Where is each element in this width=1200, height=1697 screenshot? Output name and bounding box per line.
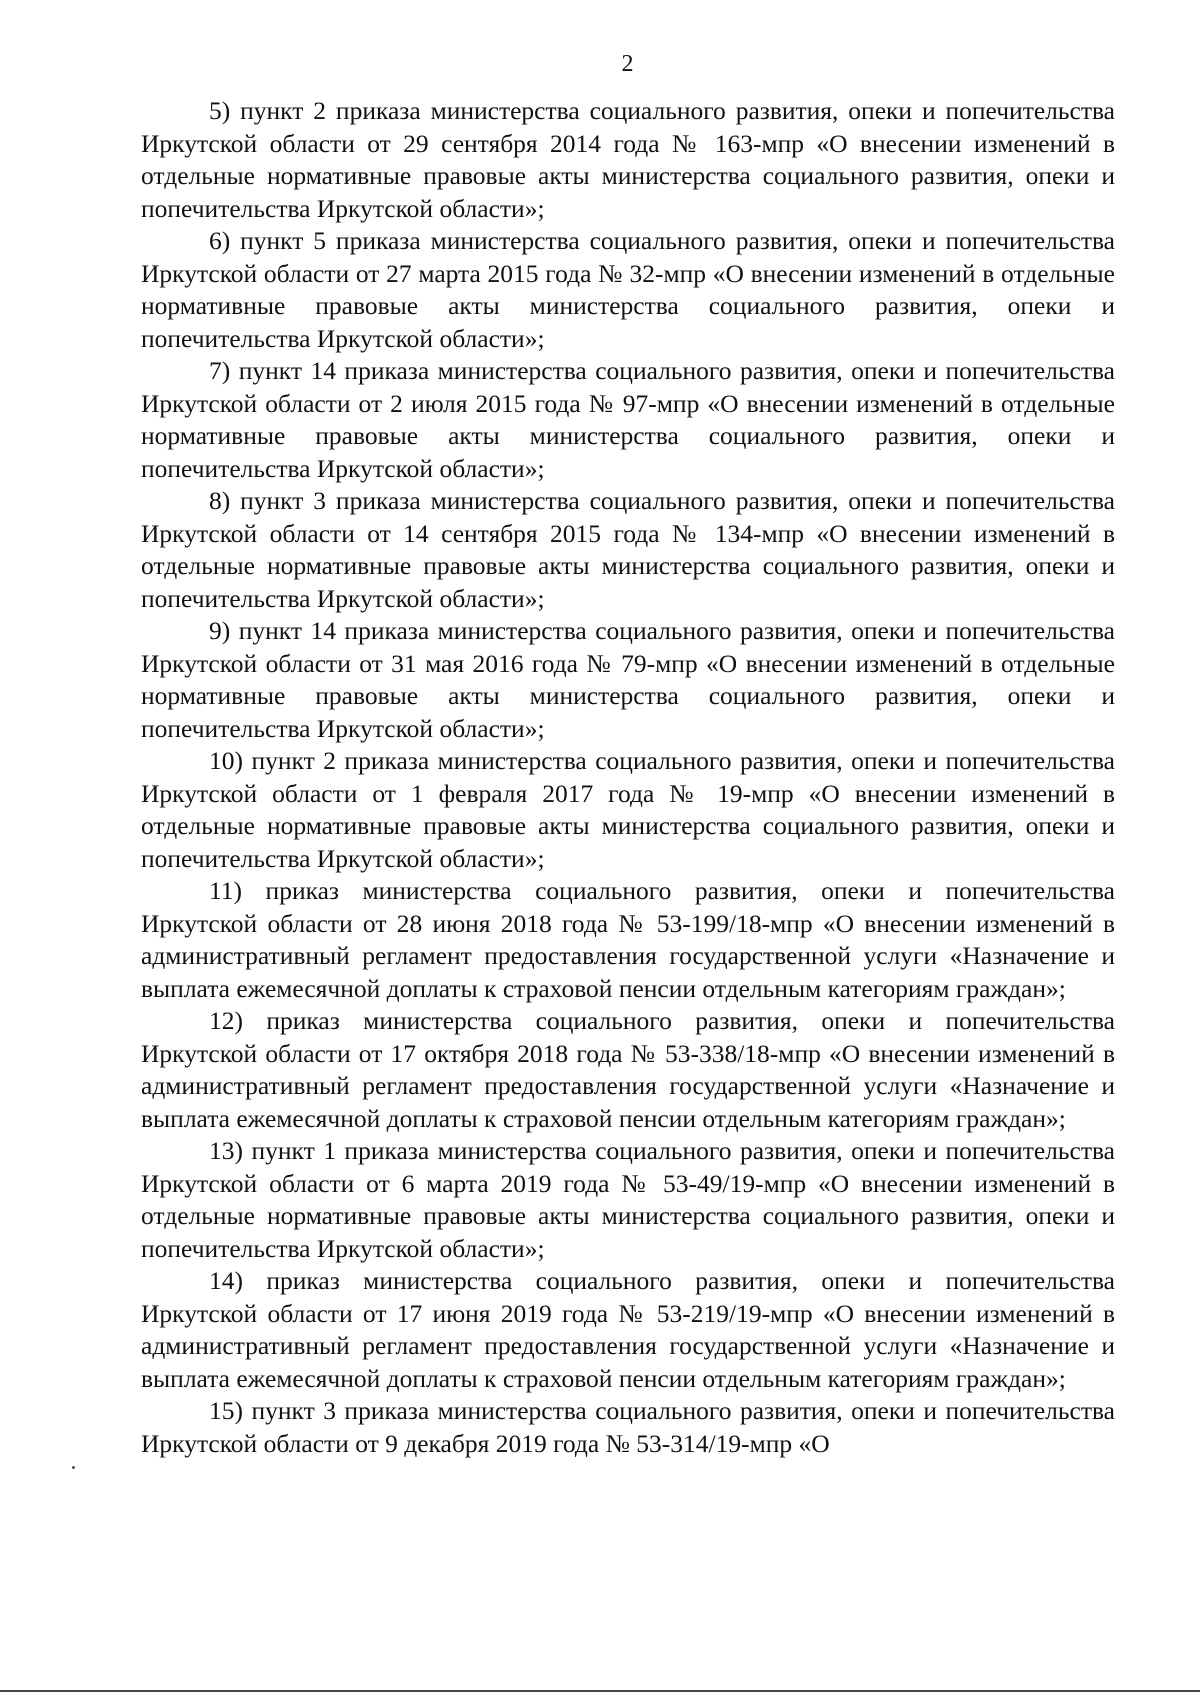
list-item-9: 9) пункт 14 приказа министерства социального развития, опеки и попечительства Иркутской области от 31 мая 2016 года № 79-мпр «О внесении изменений в отдельные нормативные правовые акты министерства социального развития, опеки и попечительства Иркутской области»; xyxy=(141,616,1115,743)
list-item-5: 5) пункт 2 приказа министерства социального развития, опеки и попечительства Иркутской области от 29 сентября 2014 года № 163-мпр «О внесении изменений в отдельные нормативные правовые акты министерства социального развития, опеки и попечительства Иркутской области»; xyxy=(141,96,1115,223)
list-item-8: 8) пункт 3 приказа министерства социального развития, опеки и попечительства Иркутской области от 14 сентября 2015 года № 134-мпр «О внесении изменений в отдельные нормативные правовые акты министерства социального развития, опеки и попечительства Иркутской области»; xyxy=(141,486,1115,613)
list-item-6: 6) пункт 5 приказа министерства социального развития, опеки и попечительства Иркутской области от 27 марта 2015 года № 32-мпр «О внесении изменений в отдельные нормативные правовые акты министерства социального развития, опеки и попечительства Иркутской области»; xyxy=(141,226,1115,353)
scan-edge-line xyxy=(0,1690,1200,1692)
list-item-11: 11) приказ министерства социального развития, опеки и попечительства Иркутской области от 28 июня 2018 года № 53-199/18-мпр «О внесении изменений в административный регламент предоставления государственной услуги «Назначение и выплата ежемесячной доплаты к страховой пенсии отдельным категориям граждан»; xyxy=(141,876,1115,1003)
list-item-7: 7) пункт 14 приказа министерства социального развития, опеки и попечительства Иркутской области от 2 июля 2015 года № 97-мпр «О внесении изменений в отдельные нормативные правовые акты министерства социального развития, опеки и попечительства Иркутской области»; xyxy=(141,356,1115,483)
document-body xyxy=(141,95,1115,1460)
list-item-12: 12) приказ министерства социального развития, опеки и попечительства Иркутской области от 17 октября 2018 года № 53-338/18-мпр «О внесении изменений в административный регламент предоставления государственной услуги «Назначение и выплата ежемесячной доплаты к страховой пенсии отдельным категориям граждан»; xyxy=(141,1006,1115,1133)
list-item-15: 15) пункт 3 приказа министерства социального развития, опеки и попечительства Иркутской области от 9 декабря 2019 года № 53-314/19-мпр «О xyxy=(141,1396,1115,1458)
scan-speck xyxy=(72,1466,75,1469)
list-item-14: 14) приказ министерства социального развития, опеки и попечительства Иркутской области от 17 июня 2019 года № 53-219/19-мпр «О внесении изменений в административный регламент предоставления государственной услуги «Назначение и выплата ежемесячной доплаты к страховой пенсии отдельным категориям граждан»; xyxy=(141,1266,1115,1393)
page-number: 2 xyxy=(621,51,634,77)
list-item-10: 10) пункт 2 приказа министерства социального развития, опеки и попечительства Иркутской области от 1 февраля 2017 года № 19-мпр «О внесении изменений в отдельные нормативные правовые акты министерства социального развития, опеки и попечительства Иркутской области»; xyxy=(141,746,1115,873)
list-item-13: 13) пункт 1 приказа министерства социального развития, опеки и попечительства Иркутской области от 6 марта 2019 года № 53-49/19-мпр «О внесении изменений в отдельные нормативные правовые акты министерства социального развития, опеки и попечительства Иркутской области»; xyxy=(141,1136,1115,1263)
